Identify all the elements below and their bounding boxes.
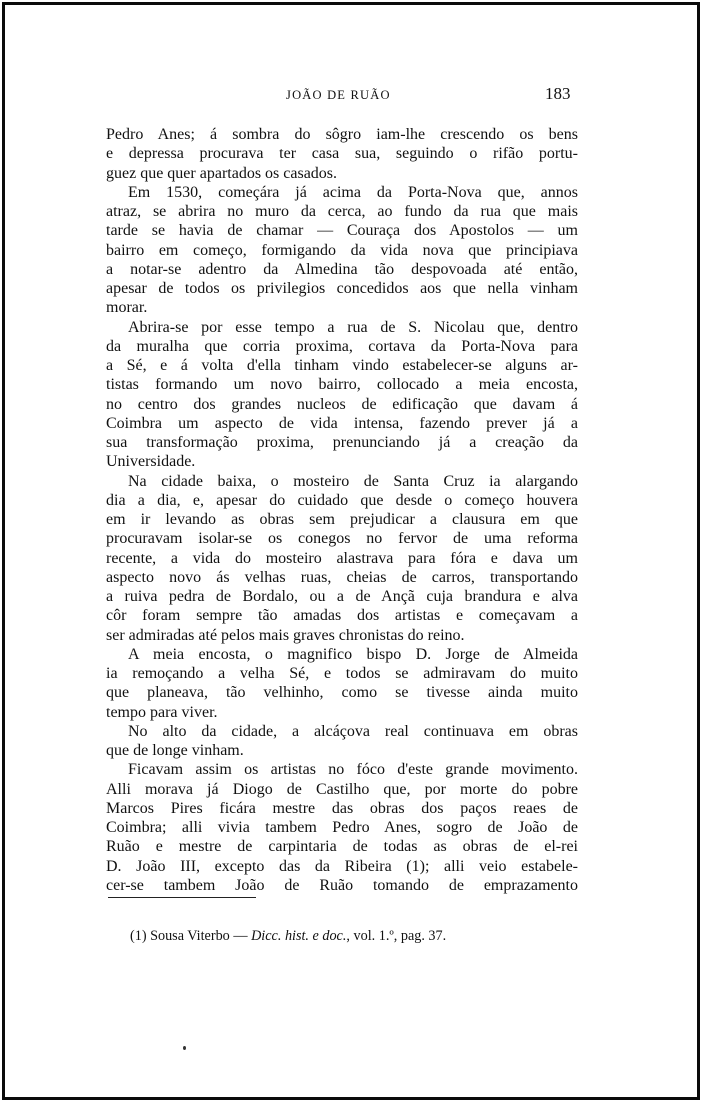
text-line: Coimbra um aspecto de vida intensa, fazendo prever já a xyxy=(106,414,578,432)
text-line: Universidade. xyxy=(106,453,196,471)
text-line: apesar de todos os privilegios concedidos aos que nella vinham xyxy=(106,280,578,297)
text-line: Pedro Anes; á sombra do sôgro iam-lhe crescendo os bens xyxy=(106,126,578,143)
text-line: e depressa procurava ter casa sua, seguindo o rifão portu- xyxy=(106,145,578,163)
text-line: Na cidade baixa, o mosteiro de Santa Cruz ia alargando xyxy=(128,472,578,490)
text-line: Coimbra; alli vivia tambem Pedro Anes, sogro de João de xyxy=(106,819,578,836)
text-line: Ruão e mestre de carpintaria de todas as obras de el-rei xyxy=(106,838,578,856)
text-line: Abrira-se por esse tempo a rua de S. Nicolau que, dentro xyxy=(128,318,578,336)
text-line: tistas formando um novo bairro, collocado a meia encosta, xyxy=(106,376,578,394)
footnote-marker: (1) xyxy=(130,928,147,944)
page-number: 183 xyxy=(545,84,571,103)
running-title: JOÃO DE RUÃO xyxy=(286,88,391,102)
text-line: procuravam isolar-se os conegos no fervor de uma reforma xyxy=(106,530,578,548)
text-line: côr foram sempre tão amadas dos artistas e começavam a xyxy=(106,607,578,625)
text-line: aspecto novo ás velhas ruas, cheias de carros, transportando xyxy=(106,568,578,586)
text-line: morar. xyxy=(106,299,148,317)
footnote xyxy=(130,928,446,945)
text-line: A meia encosta, o magnifico bispo D. Jorge de Almeida xyxy=(128,645,578,663)
body-text xyxy=(106,126,578,896)
text-line: que de longe vinham. xyxy=(106,742,244,759)
footnote-rule xyxy=(108,897,256,898)
footnote-author: Sousa Viterbo — xyxy=(150,928,248,944)
text-line: D. João III, excepto das da Ribeira (1); alli veio estabele- xyxy=(106,857,578,875)
text-line: Em 1530, começára já acima da Porta-Nova que, annos xyxy=(128,183,578,201)
text-line: bairro em começo, formigando da vida nova que principiava xyxy=(106,241,578,259)
text-line: ser admiradas até pelos mais graves chronistas do reino. xyxy=(106,626,465,644)
text-line: Ficavam assim os artistas no fóco d'este grande movimento. xyxy=(128,761,578,779)
text-line: em ir levando as obras sem prejudicar a clausura em que xyxy=(106,511,578,528)
text-line: guez que quer apartados os casados. xyxy=(106,164,338,182)
text-line: que planeava, tão velhinho, como se tivesse ainda muito xyxy=(106,684,578,702)
text-line: cer-se tambem João de Ruão tomando de emprazamento xyxy=(106,876,578,894)
text-line: tarde se havia de chamar — Couraça dos Apostolos — um xyxy=(106,222,578,240)
text-line: no centro dos grandes nucleos de edificação que davam á xyxy=(106,395,578,413)
paper-speck xyxy=(183,1046,186,1050)
text-line: da muralha que corria proxima, cortava da Porta-Nova para xyxy=(106,337,578,355)
text-line: dia a dia, e, apesar do cuidado que desde o começo houvera xyxy=(106,491,578,509)
text-line: atraz, se abrira no muro da cerca, ao fundo da rua que mais xyxy=(106,203,578,220)
text-line: a ruiva pedra de Bordalo, ou a de Ançã cuja brandura e alva xyxy=(106,588,578,605)
text-line: Marcos Pires ficára mestre das obras dos paços reaes de xyxy=(106,799,578,817)
text-line: Alli morava já Diogo de Castilho que, por morte do pobre xyxy=(106,780,578,798)
text-line: ia remoçando a velha Sé, e todos se admiravam do muito xyxy=(106,665,578,682)
text-line: a notar-se adentro da Almedina tão despovoada até então, xyxy=(106,260,578,278)
footnote-reference: , vol. 1.º, pag. 37. xyxy=(346,928,447,944)
footnote-title: Dicc. hist. e doc. xyxy=(251,928,347,944)
text-line: recente, a vida do mosteiro alastrava para fóra e dava um xyxy=(106,549,578,567)
text-line: No alto da cidade, a alcáçova real continuava em obras xyxy=(128,722,578,740)
text-line: sua transformação proxima, prenunciando já a creação da xyxy=(106,434,578,451)
text-line: tempo para viver. xyxy=(106,703,218,721)
text-line: a Sé, e á volta d'ella tinham vindo estabelecer-se alguns ar- xyxy=(106,357,578,374)
